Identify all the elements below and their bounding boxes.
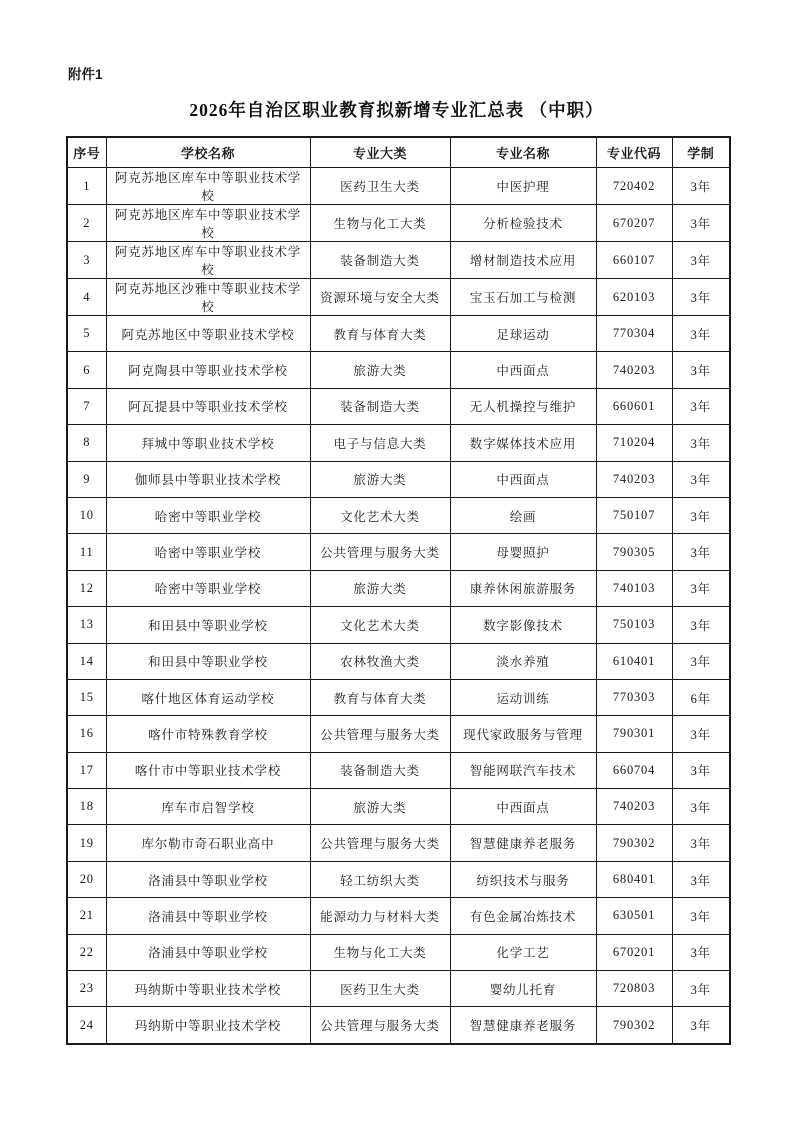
table-cell: 3年 xyxy=(672,898,730,934)
table-cell: 750103 xyxy=(596,607,672,643)
table-cell: 770304 xyxy=(596,316,672,352)
table-cell: 智慧健康养老服务 xyxy=(450,1007,596,1044)
table-cell: 智慧健康养老服务 xyxy=(450,825,596,861)
table-cell: 3年 xyxy=(672,861,730,897)
table-cell: 630501 xyxy=(596,898,672,934)
table-cell: 3年 xyxy=(672,971,730,1007)
table-cell: 660107 xyxy=(596,242,672,279)
table-cell: 伽师县中等职业技术学校 xyxy=(106,461,310,497)
table-cell: 18 xyxy=(67,789,106,825)
table-cell: 教育与体育大类 xyxy=(310,316,450,352)
table-cell: 数字媒体技术应用 xyxy=(450,425,596,461)
table-row xyxy=(67,168,730,205)
table-cell: 4 xyxy=(67,279,106,316)
table-cell: 670207 xyxy=(596,205,672,242)
table-cell: 装备制造大类 xyxy=(310,242,450,279)
table-cell: 增材制造技术应用 xyxy=(450,242,596,279)
table-cell: 3年 xyxy=(672,242,730,279)
table-cell: 现代家政服务与管理 xyxy=(450,716,596,752)
table-cell: 轻工纺织大类 xyxy=(310,861,450,897)
table-cell: 智能网联汽车技术 xyxy=(450,752,596,788)
table-row xyxy=(67,205,730,242)
table-cell: 喀什市特殊教育学校 xyxy=(106,716,310,752)
table-cell: 阿克苏地区库车中等职业技术学校 xyxy=(106,168,310,205)
table-row xyxy=(67,316,730,352)
table-cell: 电子与信息大类 xyxy=(310,425,450,461)
table-cell: 中西面点 xyxy=(450,352,596,388)
table-cell: 3年 xyxy=(672,607,730,643)
table-cell: 装备制造大类 xyxy=(310,752,450,788)
table-cell: 13 xyxy=(67,607,106,643)
table-cell: 农林牧渔大类 xyxy=(310,643,450,679)
table-cell: 620103 xyxy=(596,279,672,316)
table-cell: 医药卫生大类 xyxy=(310,168,450,205)
table-cell: 720803 xyxy=(596,971,672,1007)
table-cell: 23 xyxy=(67,971,106,1007)
table-cell: 和田县中等职业学校 xyxy=(106,643,310,679)
table-cell: 纺织技术与服务 xyxy=(450,861,596,897)
table-cell: 医药卫生大类 xyxy=(310,971,450,1007)
table-cell: 分析检验技术 xyxy=(450,205,596,242)
table-cell: 21 xyxy=(67,898,106,934)
table-cell: 770303 xyxy=(596,679,672,715)
table-cell: 3年 xyxy=(672,168,730,205)
table-cell: 3年 xyxy=(672,461,730,497)
table-cell: 拜城中等职业技术学校 xyxy=(106,425,310,461)
table-cell: 3年 xyxy=(672,497,730,533)
table-cell: 3年 xyxy=(672,388,730,424)
table-cell: 玛纳斯中等职业技术学校 xyxy=(106,1007,310,1044)
table-cell: 阿克苏地区中等职业技术学校 xyxy=(106,316,310,352)
table-row xyxy=(67,679,730,715)
table-row xyxy=(67,534,730,570)
table-cell: 旅游大类 xyxy=(310,461,450,497)
table-cell: 洛浦县中等职业学校 xyxy=(106,898,310,934)
table-cell: 740203 xyxy=(596,352,672,388)
table-cell: 3年 xyxy=(672,205,730,242)
table-cell: 阿克陶县中等职业技术学校 xyxy=(106,352,310,388)
table-cell: 3年 xyxy=(672,825,730,861)
table-cell: 3年 xyxy=(672,643,730,679)
table-cell: 康养休闲旅游服务 xyxy=(450,570,596,606)
table-cell: 11 xyxy=(67,534,106,570)
table-row xyxy=(67,242,730,279)
page-title: 2026年自治区职业教育拟新增专业汇总表 （中职） xyxy=(189,100,604,120)
table-row xyxy=(67,497,730,533)
table-cell: 淡水养殖 xyxy=(450,643,596,679)
table-row xyxy=(67,607,730,643)
summary-table xyxy=(66,136,731,1045)
table-cell: 阿瓦提县中等职业技术学校 xyxy=(106,388,310,424)
table-cell: 绘画 xyxy=(450,497,596,533)
table-cell: 790302 xyxy=(596,825,672,861)
table-cell: 1 xyxy=(67,168,106,205)
table-cell: 9 xyxy=(67,461,106,497)
table-cell: 公共管理与服务大类 xyxy=(310,825,450,861)
column-header-index: 序号 xyxy=(67,137,106,168)
table-cell: 3年 xyxy=(672,789,730,825)
table-cell: 3年 xyxy=(672,934,730,970)
table-cell: 790301 xyxy=(596,716,672,752)
table-row xyxy=(67,861,730,897)
table-cell: 有色金属冶炼技术 xyxy=(450,898,596,934)
table-cell: 15 xyxy=(67,679,106,715)
column-header-duration: 学制 xyxy=(672,137,730,168)
table-cell: 公共管理与服务大类 xyxy=(310,716,450,752)
table-cell: 720402 xyxy=(596,168,672,205)
table-cell: 6 xyxy=(67,352,106,388)
table-cell: 中西面点 xyxy=(450,461,596,497)
table-cell: 资源环境与安全大类 xyxy=(310,279,450,316)
table-cell: 3年 xyxy=(672,316,730,352)
table-cell: 旅游大类 xyxy=(310,570,450,606)
table-cell: 教育与体育大类 xyxy=(310,679,450,715)
table-row xyxy=(67,898,730,934)
table-row xyxy=(67,1007,730,1044)
table-cell: 670201 xyxy=(596,934,672,970)
table-cell: 阿克苏地区库车中等职业技术学校 xyxy=(106,242,310,279)
table-cell: 和田县中等职业学校 xyxy=(106,607,310,643)
table-cell: 3年 xyxy=(672,425,730,461)
table-cell: 22 xyxy=(67,934,106,970)
table-cell: 哈密中等职业学校 xyxy=(106,497,310,533)
table-row xyxy=(67,570,730,606)
table-cell: 阿克苏地区库车中等职业技术学校 xyxy=(106,205,310,242)
table-cell: 中医护理 xyxy=(450,168,596,205)
table-cell: 文化艺术大类 xyxy=(310,607,450,643)
column-header-major-name: 专业名称 xyxy=(450,137,596,168)
table-cell: 旅游大类 xyxy=(310,789,450,825)
table-cell: 750107 xyxy=(596,497,672,533)
table-header xyxy=(67,137,730,168)
table-cell: 公共管理与服务大类 xyxy=(310,1007,450,1044)
table-cell: 洛浦县中等职业学校 xyxy=(106,861,310,897)
table-cell: 790302 xyxy=(596,1007,672,1044)
table-cell: 2 xyxy=(67,205,106,242)
table-cell: 运动训练 xyxy=(450,679,596,715)
table-cell: 790305 xyxy=(596,534,672,570)
table-cell: 无人机操控与维护 xyxy=(450,388,596,424)
table-row xyxy=(67,825,730,861)
column-header-major-code: 专业代码 xyxy=(596,137,672,168)
table-cell: 喀什地区体育运动学校 xyxy=(106,679,310,715)
table-row xyxy=(67,789,730,825)
table-row xyxy=(67,716,730,752)
table-row xyxy=(67,752,730,788)
table-body xyxy=(67,168,730,1044)
attachment-label: 附件1 xyxy=(68,67,103,82)
table-row xyxy=(67,279,730,316)
table-cell: 母婴照护 xyxy=(450,534,596,570)
column-header-school-name: 学校名称 xyxy=(106,137,310,168)
table-cell: 3年 xyxy=(672,352,730,388)
table-cell: 哈密中等职业学校 xyxy=(106,570,310,606)
table-cell: 数字影像技术 xyxy=(450,607,596,643)
table-cell: 公共管理与服务大类 xyxy=(310,534,450,570)
table-cell: 库车市启智学校 xyxy=(106,789,310,825)
table-row xyxy=(67,388,730,424)
table-cell: 7 xyxy=(67,388,106,424)
table-cell: 文化艺术大类 xyxy=(310,497,450,533)
table-cell: 740103 xyxy=(596,570,672,606)
table-cell: 3年 xyxy=(672,1007,730,1044)
table-cell: 旅游大类 xyxy=(310,352,450,388)
table-cell: 10 xyxy=(67,497,106,533)
table-cell: 生物与化工大类 xyxy=(310,205,450,242)
table-cell: 化学工艺 xyxy=(450,934,596,970)
table-cell: 3年 xyxy=(672,752,730,788)
table-cell: 宝玉石加工与检测 xyxy=(450,279,596,316)
table-cell: 3年 xyxy=(672,279,730,316)
table-cell: 710204 xyxy=(596,425,672,461)
table-cell: 哈密中等职业学校 xyxy=(106,534,310,570)
table-cell: 6年 xyxy=(672,679,730,715)
table-row xyxy=(67,461,730,497)
table-cell: 阿克苏地区沙雅中等职业技术学校 xyxy=(106,279,310,316)
table-cell: 婴幼儿托育 xyxy=(450,971,596,1007)
table-cell: 喀什市中等职业技术学校 xyxy=(106,752,310,788)
table-row xyxy=(67,934,730,970)
table-cell: 20 xyxy=(67,861,106,897)
table-row xyxy=(67,425,730,461)
table-cell: 装备制造大类 xyxy=(310,388,450,424)
table-cell: 14 xyxy=(67,643,106,679)
table-row xyxy=(67,352,730,388)
column-header-major-category: 专业大类 xyxy=(310,137,450,168)
table-cell: 玛纳斯中等职业技术学校 xyxy=(106,971,310,1007)
table-cell: 24 xyxy=(67,1007,106,1044)
table-cell: 3年 xyxy=(672,716,730,752)
table-row xyxy=(67,971,730,1007)
table-cell: 洛浦县中等职业学校 xyxy=(106,934,310,970)
table-cell: 8 xyxy=(67,425,106,461)
table-cell: 610401 xyxy=(596,643,672,679)
table-cell: 660704 xyxy=(596,752,672,788)
table-cell: 能源动力与材料大类 xyxy=(310,898,450,934)
header-row xyxy=(67,137,730,168)
table-cell: 660601 xyxy=(596,388,672,424)
table-cell: 3年 xyxy=(672,534,730,570)
table-cell: 19 xyxy=(67,825,106,861)
table-cell: 17 xyxy=(67,752,106,788)
table-cell: 16 xyxy=(67,716,106,752)
summary-table-container xyxy=(66,136,731,1045)
table-cell: 库尔勒市奇石职业高中 xyxy=(106,825,310,861)
table-cell: 740203 xyxy=(596,461,672,497)
table-cell: 12 xyxy=(67,570,106,606)
table-cell: 足球运动 xyxy=(450,316,596,352)
table-cell: 3年 xyxy=(672,570,730,606)
table-cell: 680401 xyxy=(596,861,672,897)
table-row xyxy=(67,643,730,679)
table-cell: 生物与化工大类 xyxy=(310,934,450,970)
table-cell: 5 xyxy=(67,316,106,352)
table-cell: 3 xyxy=(67,242,106,279)
table-cell: 740203 xyxy=(596,789,672,825)
table-cell: 中西面点 xyxy=(450,789,596,825)
